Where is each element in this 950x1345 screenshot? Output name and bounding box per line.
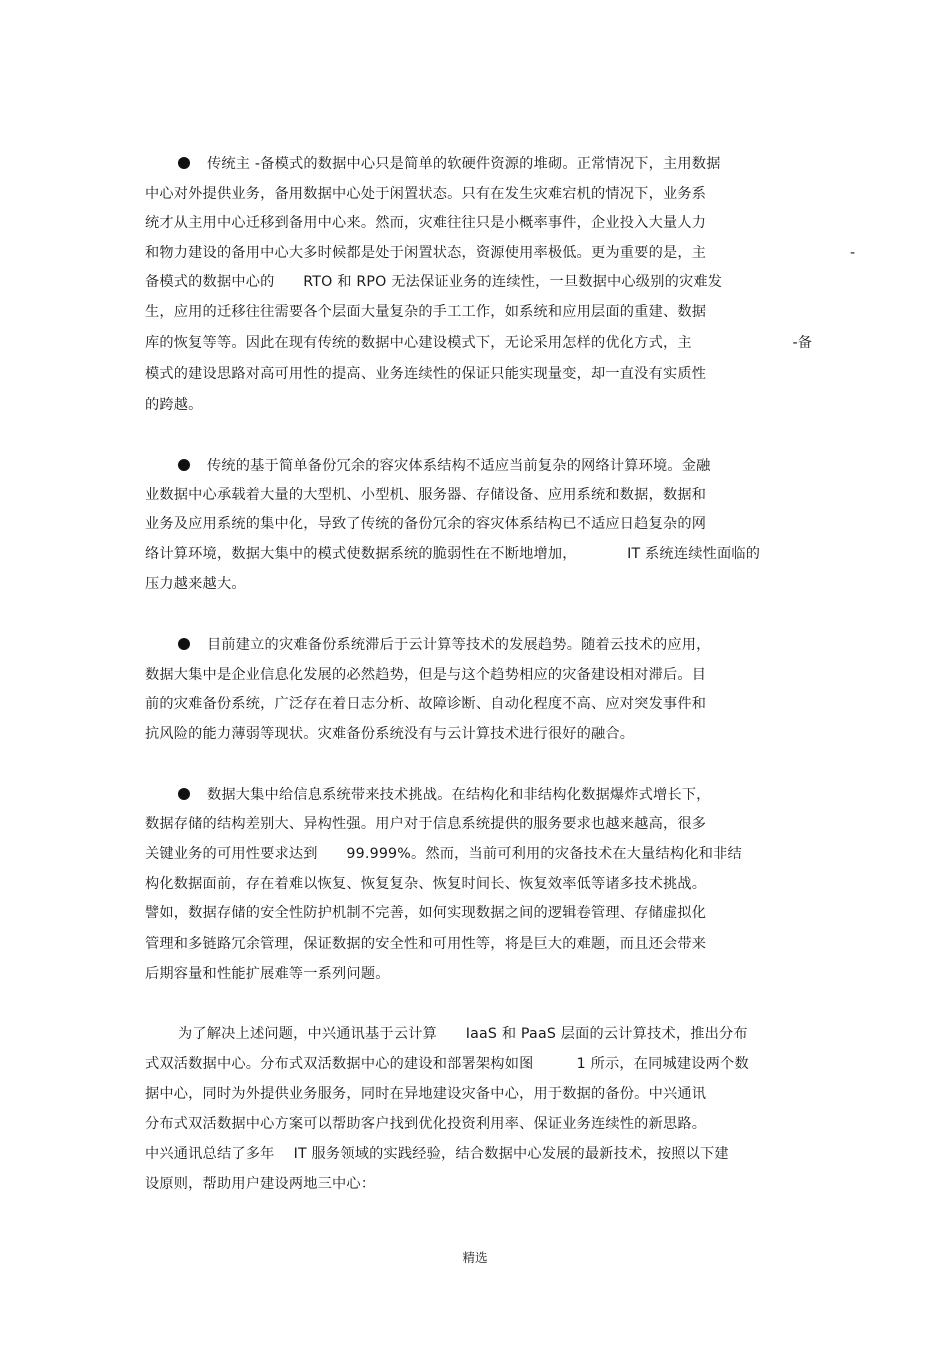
paragraph-line: 中兴通讯总结了多年 IT 服务领域的实践经验，结合数据中心发展的最新技术，按照以下建 — [145, 1146, 729, 1162]
paragraph-line: 构化数据面前，存在着难以恢复、恢复复杂、恢复时间长、恢复效率低等诸多技术挑战。 — [145, 876, 707, 892]
paragraph-line: 中心对外提供业务，备用数据中心处于闲置状态。只有在发生灾难宕机的情况下，业务系 — [145, 186, 707, 202]
paragraph-line: 生，应用的迁移往往需要各个层面大量复杂的手工工作，如系统和应用层面的重建、数据 — [145, 304, 707, 320]
paragraph-line: 的跨越。 — [145, 397, 203, 413]
paragraph-line: 备模式的数据中心的 RTO 和 RPO 无法保证业务的连续性，一旦数据中心级别的灾难发 — [145, 274, 723, 290]
paragraph-line: 压力越来越大。 — [145, 576, 246, 592]
paragraph-line: 抗风险的能力薄弱等现状。灾难备份系统没有与云计算技术进行很好的融合。 — [145, 726, 635, 742]
bullet-icon — [178, 459, 190, 471]
bullet-icon — [178, 157, 190, 169]
paragraph-line: 数据大集中是企业信息化发展的必然趋势，但是与这个趋势相应的灾备建设相对滞后。目 — [145, 667, 707, 683]
paragraph-line: 关键业务的可用性要求达到 99.999%。然而，当前可利用的灾备技术在大量结构化和非结 — [145, 846, 742, 862]
paragraph-line: 业数据中心承载着大量的大型机、小型机、服务器、存储设备、应用系统和数据，数据和 — [145, 487, 707, 503]
paragraph-line: 业务及应用系统的集中化，导致了传统的备份冗余的容灾体系结构已不适应日趋复杂的网 — [145, 516, 707, 532]
paragraph-line: 统才从主用中心迁移到备用中心来。然而，灾难往往只是小概率事件，企业投入大量人力 — [145, 215, 707, 231]
page-footer: 精选 — [462, 1250, 488, 1265]
paragraph-line: 式双活数据中心。分布式双活数据中心的建设和部署架构如图 1 所示，在同城建设两个数 — [145, 1056, 749, 1072]
paragraph-line: 传统主 -备模式的数据中心只是简单的软硬件资源的堆砌。正常情况下，主用数据 — [178, 154, 721, 174]
bullet-icon — [178, 638, 190, 650]
paragraph-line: 管理和多链路冗余管理，保证数据的安全性和可用性等，将是巨大的难题，而且还会带来 — [145, 936, 707, 952]
bullet-icon — [178, 788, 190, 800]
paragraph-line: 譬如，数据存储的安全性防护机制不完善，如何实现数据之间的逻辑卷管理、存储虚拟化 — [145, 905, 707, 921]
paragraph-line: 设原则，帮助用户建设两地三中心： — [145, 1176, 376, 1192]
paragraph-line: 前的灾难备份系统，广泛存在着日志分析、故障诊断、自动化程度不高、应对突发事件和 — [145, 696, 707, 712]
paragraph-line: 目前建立的灾难备份系统滞后于云计算等技术的发展趋势。随着云技术的应用， — [178, 635, 711, 655]
paragraph-line: 为了解决上述问题，中兴通讯基于云计算 IaaS 和 PaaS 层面的云计算技术，推出分布 — [178, 1026, 748, 1042]
paragraph-line: 模式的建设思路对高可用性的提高、业务连续性的保证只能实现量变，却一直没有实质性 — [145, 366, 707, 382]
paragraph-line: 传统的基于简单备份冗余的容灾体系结构不适应当前复杂的网络计算环境。金融 — [178, 456, 711, 476]
paragraph-line: 络计算环境，数据大集中的模式使数据系统的脆弱性在不断地增加， IT 系统连续性面临的 — [145, 546, 761, 562]
paragraph-line: 和物力建设的备用中心大多时候都是处于闲置状态，资源使用率极低。更为重要的是，主 - — [145, 245, 856, 261]
paragraph-line: 后期容量和性能扩展难等一系列问题。 — [145, 966, 390, 982]
paragraph-line: 数据存储的结构差别大、异构性强。用户对于信息系统提供的服务要求也越来越高，很多 — [145, 816, 707, 832]
paragraph-line: 数据大集中给信息系统带来技术挑战。在结构化和非结构化数据爆炸式增长下， — [178, 785, 711, 805]
paragraph-line: 据中心，同时为外提供业务服务，同时在异地建设灾备中心，用于数据的备份。中兴通讯 — [145, 1086, 707, 1102]
paragraph-line: 库的恢复等等。因此在现有传统的数据中心建设模式下，无论采用怎样的优化方式，主 -备 — [145, 335, 813, 351]
paragraph-line: 分布式双活数据中心方案可以帮助客户找到优化投资利用率、保证业务连续性的新思路。 — [145, 1116, 707, 1132]
